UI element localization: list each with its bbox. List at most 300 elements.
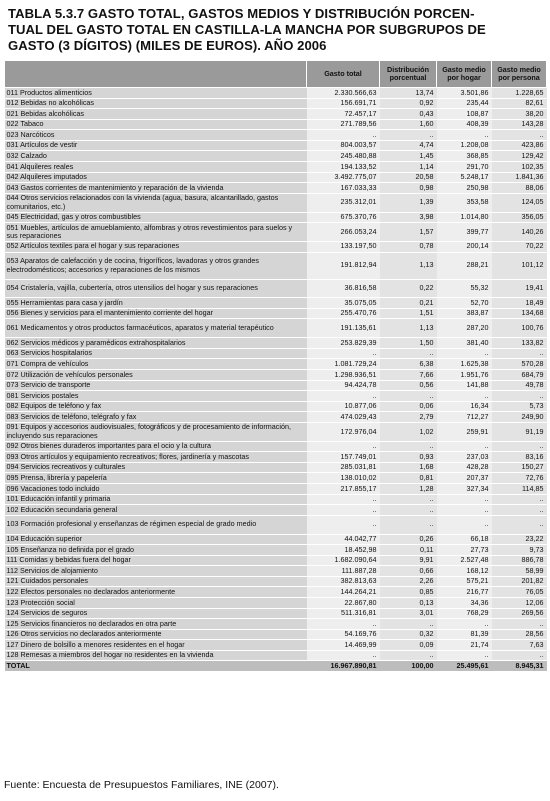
cell-distribucion: 1,45 (380, 151, 437, 162)
cell-gasto-total: 36.816,58 (307, 279, 380, 298)
cell-distribucion: 0,13 (380, 598, 437, 609)
row-label: 022 Tabaco (5, 119, 307, 130)
row-label: TOTAL (5, 661, 307, 672)
cell-gasto-medio-persona: 124,05 (492, 193, 547, 212)
cell-distribucion: 1,39 (380, 193, 437, 212)
cell-gasto-medio-hogar: 250,98 (437, 183, 492, 194)
table-row (5, 252, 547, 279)
row-label: 021 Bebidas alcohólicas (5, 109, 307, 120)
cell-gasto-total: 72.457,17 (307, 109, 380, 120)
cell-gasto-medio-hogar: 141,88 (437, 380, 492, 391)
cell-gasto-total: .. (307, 348, 380, 359)
header-gasto-total: Gasto total (307, 61, 380, 88)
cell-gasto-total: 511.316,81 (307, 608, 380, 619)
cell-gasto-total: 285.031,81 (307, 462, 380, 473)
table-row (5, 193, 547, 212)
cell-distribucion: 0,22 (380, 279, 437, 298)
table-row (5, 319, 547, 338)
cell-distribucion: 1,68 (380, 462, 437, 473)
cell-distribucion: 3,01 (380, 608, 437, 619)
cell-gasto-medio-persona: .. (492, 515, 547, 534)
row-label: 123 Protección social (5, 598, 307, 609)
cell-gasto-medio-hogar: 383,87 (437, 308, 492, 319)
table-row (5, 650, 547, 661)
cell-gasto-medio-persona: 143,28 (492, 119, 547, 130)
cell-gasto-total: 191.812,94 (307, 252, 380, 279)
table-row (5, 515, 547, 534)
table-row (5, 629, 547, 640)
cell-distribucion: 0,98 (380, 183, 437, 194)
header-gasto-medio-hogar: Gasto medio por hogar (437, 61, 492, 88)
cell-gasto-medio-persona: .. (492, 130, 547, 141)
cell-gasto-medio-hogar: 16,34 (437, 401, 492, 412)
cell-gasto-total: 382.813,63 (307, 576, 380, 587)
table-row (5, 308, 547, 319)
cell-distribucion: 100,00 (380, 661, 437, 672)
cell-gasto-medio-hogar: 52,70 (437, 298, 492, 309)
cell-gasto-medio-persona: 423,86 (492, 140, 547, 151)
table-row (5, 391, 547, 402)
cell-gasto-medio-hogar: 5.248,17 (437, 172, 492, 183)
cell-gasto-medio-hogar: 66,18 (437, 534, 492, 545)
table-row (5, 401, 547, 412)
cell-distribucion: 1,60 (380, 119, 437, 130)
row-label: 072 Utilización de vehículos personales (5, 370, 307, 381)
cell-gasto-medio-hogar: 168,12 (437, 566, 492, 577)
cell-gasto-total: 16.967.890,81 (307, 661, 380, 672)
table-row (5, 223, 547, 242)
cell-distribucion: .. (380, 348, 437, 359)
cell-distribucion: 1,57 (380, 223, 437, 242)
title-line-2: TUAL DEL GASTO TOTAL EN CASTILLA-LA MANCHA POR SUBGRUPOS DE (8, 22, 486, 37)
cell-distribucion: .. (380, 650, 437, 661)
cell-distribucion: .. (380, 130, 437, 141)
cell-distribucion: 1,02 (380, 422, 437, 441)
cell-gasto-total: 1.682.090,64 (307, 555, 380, 566)
cell-gasto-medio-hogar: 237,03 (437, 452, 492, 463)
cell-gasto-total: .. (307, 505, 380, 516)
cell-distribucion: 1,28 (380, 484, 437, 495)
table-row (5, 183, 547, 194)
row-label: 103 Formación profesional y enseñanzas de régimen especial de grado medio (5, 515, 307, 534)
cell-gasto-medio-persona: 88,06 (492, 183, 547, 194)
cell-distribucion: .. (380, 505, 437, 516)
cell-gasto-medio-hogar: 81,39 (437, 629, 492, 640)
row-label: 023 Narcóticos (5, 130, 307, 141)
cell-gasto-medio-hogar: 768,29 (437, 608, 492, 619)
cell-gasto-total: 271.789,56 (307, 119, 380, 130)
title-line-3: GASTO (3 DÍGITOS) (MILES DE EUROS). AÑO 2006 (8, 38, 327, 53)
table-row (5, 98, 547, 109)
cell-gasto-medio-hogar: 287,20 (437, 319, 492, 338)
table-row (5, 462, 547, 473)
cell-gasto-medio-persona: 140,26 (492, 223, 547, 242)
row-label: 125 Servicios financieros no declarados en otra parte (5, 619, 307, 630)
table-row (5, 359, 547, 370)
row-label: 045 Electricidad, gas y otros combustibles (5, 212, 307, 223)
cell-gasto-medio-persona: .. (492, 391, 547, 402)
table-row (5, 576, 547, 587)
cell-distribucion: .. (380, 619, 437, 630)
cell-distribucion: 0,43 (380, 109, 437, 120)
cell-gasto-medio-hogar: 368,85 (437, 151, 492, 162)
row-label: 043 Gastos corrientes de mantenimiento y reparación de la vivienda (5, 183, 307, 194)
cell-gasto-medio-persona: .. (492, 619, 547, 630)
row-label: 095 Prensa, librería y papelería (5, 473, 307, 484)
cell-gasto-medio-persona: 150,27 (492, 462, 547, 473)
row-label: 044 Otros servicios relacionados con la vivienda (agua, basura, alcantarillado, gastos comunitarios, etc.) (5, 193, 307, 212)
row-label: 052 Artículos textiles para el hogar y sus reparaciones (5, 241, 307, 252)
cell-gasto-medio-persona: 1.228,65 (492, 88, 547, 99)
cell-distribucion: 0,11 (380, 545, 437, 556)
cell-gasto-total: 1.298.936,51 (307, 370, 380, 381)
table-header (5, 61, 547, 88)
cell-distribucion: 1,13 (380, 252, 437, 279)
cell-gasto-medio-persona: 5,73 (492, 401, 547, 412)
cell-gasto-medio-hogar: 200,14 (437, 241, 492, 252)
table-row (5, 370, 547, 381)
cell-gasto-medio-persona: 269,56 (492, 608, 547, 619)
cell-gasto-total: 3.492.775,07 (307, 172, 380, 183)
cell-gasto-medio-hogar: 34,36 (437, 598, 492, 609)
table-row (5, 598, 547, 609)
cell-gasto-medio-hogar: 1.951,76 (437, 370, 492, 381)
cell-distribucion: 0,09 (380, 640, 437, 651)
row-label: 032 Calzado (5, 151, 307, 162)
table-row (5, 555, 547, 566)
table-row (5, 279, 547, 298)
cell-gasto-medio-persona: 23,22 (492, 534, 547, 545)
cell-gasto-total: 191.135,61 (307, 319, 380, 338)
cell-gasto-medio-hogar: 1.208,08 (437, 140, 492, 151)
cell-gasto-total: 474.029,43 (307, 412, 380, 423)
cell-gasto-total: 675.370,76 (307, 212, 380, 223)
cell-gasto-medio-persona: 38,20 (492, 109, 547, 120)
cell-gasto-total: 94.424,78 (307, 380, 380, 391)
cell-distribucion: .. (380, 391, 437, 402)
table-row (5, 619, 547, 630)
cell-gasto-medio-hogar: 259,91 (437, 422, 492, 441)
table-row (5, 608, 547, 619)
cell-gasto-total: .. (307, 515, 380, 534)
row-label: 054 Cristalería, vajilla, cubertería, otros utensilios del hogar y sus reparaciones (5, 279, 307, 298)
cell-gasto-medio-persona: 70,22 (492, 241, 547, 252)
row-label: 055 Herramientas para casa y jardín (5, 298, 307, 309)
row-label: 101 Educación infantil y primaria (5, 494, 307, 505)
cell-gasto-medio-hogar: .. (437, 391, 492, 402)
cell-gasto-medio-persona: 886,78 (492, 555, 547, 566)
cell-distribucion: 9,91 (380, 555, 437, 566)
header-distribucion: Distribución porcentual (380, 61, 437, 88)
cell-gasto-medio-persona: 133,82 (492, 338, 547, 349)
table-row (5, 545, 547, 556)
cell-distribucion: .. (380, 515, 437, 534)
row-label: 011 Productos alimenticios (5, 88, 307, 99)
header-category (5, 61, 307, 88)
cell-gasto-total: 167.033,33 (307, 183, 380, 194)
row-label: 126 Otros servicios no declarados anteriormente (5, 629, 307, 640)
cell-distribucion: 0,21 (380, 298, 437, 309)
cell-gasto-medio-hogar: .. (437, 494, 492, 505)
cell-gasto-medio-persona: 18,49 (492, 298, 547, 309)
table-row (5, 452, 547, 463)
cell-gasto-medio-hogar: 399,77 (437, 223, 492, 242)
row-label: 041 Alquileres reales (5, 162, 307, 173)
table-row (5, 88, 547, 99)
cell-gasto-medio-hogar: .. (437, 619, 492, 630)
row-label: 102 Educación secundaria general (5, 505, 307, 516)
row-label: 112 Servicios de alojamiento (5, 566, 307, 577)
cell-gasto-medio-persona: 28,56 (492, 629, 547, 640)
table-row (5, 494, 547, 505)
cell-gasto-total: 35.075,05 (307, 298, 380, 309)
cell-distribucion: 3,98 (380, 212, 437, 223)
cell-gasto-medio-hogar: 108,87 (437, 109, 492, 120)
cell-distribucion: 1,51 (380, 308, 437, 319)
cell-distribucion: .. (380, 441, 437, 452)
cell-gasto-total: 194.133,52 (307, 162, 380, 173)
cell-gasto-medio-hogar: 428,28 (437, 462, 492, 473)
table-row (5, 566, 547, 577)
cell-gasto-total: .. (307, 130, 380, 141)
row-label: 093 Otros artículos y equipamiento recreativos; flores, jardinería y mascotas (5, 452, 307, 463)
table-title (8, 6, 544, 54)
cell-gasto-medio-persona: 114,85 (492, 484, 547, 495)
row-label: 094 Servicios recreativos y culturales (5, 462, 307, 473)
cell-distribucion: 2,79 (380, 412, 437, 423)
cell-distribucion: 4,74 (380, 140, 437, 151)
cell-gasto-total: 255.470,76 (307, 308, 380, 319)
cell-gasto-total: 10.877,06 (307, 401, 380, 412)
cell-distribucion: 13,74 (380, 88, 437, 99)
cell-gasto-medio-hogar: 712,27 (437, 412, 492, 423)
cell-gasto-total: 266.053,24 (307, 223, 380, 242)
row-label: 073 Servicio de transporte (5, 380, 307, 391)
cell-gasto-medio-persona: 8.945,31 (492, 661, 547, 672)
cell-gasto-medio-persona: 7,63 (492, 640, 547, 651)
cell-gasto-medio-persona: 83,16 (492, 452, 547, 463)
cell-gasto-total: 14.469,99 (307, 640, 380, 651)
row-label: 071 Compra de vehículos (5, 359, 307, 370)
row-label: 122 Efectos personales no declarados anteriormente (5, 587, 307, 598)
cell-gasto-medio-persona: 101,12 (492, 252, 547, 279)
cell-gasto-total: 44.042,77 (307, 534, 380, 545)
cell-gasto-total: .. (307, 441, 380, 452)
table-row (5, 130, 547, 141)
cell-gasto-medio-hogar: 2.527,48 (437, 555, 492, 566)
table-row (5, 119, 547, 130)
cell-gasto-total: 22.867,80 (307, 598, 380, 609)
cell-gasto-medio-hogar: 235,44 (437, 98, 492, 109)
row-label: 031 Artículos de vestir (5, 140, 307, 151)
cell-gasto-total: 138.010,02 (307, 473, 380, 484)
cell-gasto-medio-hogar: 25.495,61 (437, 661, 492, 672)
cell-gasto-medio-hogar: 291,70 (437, 162, 492, 173)
cell-gasto-medio-hogar: 575,21 (437, 576, 492, 587)
row-label: 051 Muebles, artículos de amueblamiento, alfombras y otros revestimientos para suelos y sus reparaciones (5, 223, 307, 242)
row-label: 111 Comidas y bebidas fuera del hogar (5, 555, 307, 566)
source-note: Fuente: Encuesta de Presupuestos Familiares, INE (2007). (4, 779, 279, 791)
row-label: 104 Educación superior (5, 534, 307, 545)
cell-gasto-medio-persona: 58,99 (492, 566, 547, 577)
table-row (5, 140, 547, 151)
cell-gasto-total: 111.887,28 (307, 566, 380, 577)
table-row (5, 338, 547, 349)
row-label: 062 Servicios médicos y paramédicos extrahospitalarios (5, 338, 307, 349)
cell-distribucion: 6,38 (380, 359, 437, 370)
cell-gasto-medio-hogar: 21,74 (437, 640, 492, 651)
cell-gasto-medio-persona: 49,78 (492, 380, 547, 391)
cell-gasto-total: 804.003,57 (307, 140, 380, 151)
table-row (5, 422, 547, 441)
row-label: 082 Equipos de teléfono y fax (5, 401, 307, 412)
cell-gasto-medio-persona: 19,41 (492, 279, 547, 298)
cell-distribucion: 7,66 (380, 370, 437, 381)
cell-gasto-total: 235.312,01 (307, 193, 380, 212)
cell-gasto-medio-persona: 72,76 (492, 473, 547, 484)
cell-distribucion: 0,93 (380, 452, 437, 463)
cell-gasto-total: 245.480,88 (307, 151, 380, 162)
table-row (5, 587, 547, 598)
cell-gasto-medio-persona: .. (492, 494, 547, 505)
table-row (5, 473, 547, 484)
cell-gasto-medio-hogar: 1.625,38 (437, 359, 492, 370)
cell-gasto-medio-hogar: .. (437, 130, 492, 141)
row-label: 092 Otros bienes duraderos importantes para el ocio y la cultura (5, 441, 307, 452)
row-label: 081 Servicios postales (5, 391, 307, 402)
table-row (5, 212, 547, 223)
cell-gasto-total: 2.330.566,63 (307, 88, 380, 99)
cell-distribucion: 1,50 (380, 338, 437, 349)
table-row (5, 151, 547, 162)
cell-distribucion: .. (380, 494, 437, 505)
table-row (5, 241, 547, 252)
cell-gasto-total: 157.749,01 (307, 452, 380, 463)
cell-gasto-medio-hogar: 327,34 (437, 484, 492, 495)
cell-gasto-medio-persona: 356,05 (492, 212, 547, 223)
cell-distribucion: 0,85 (380, 587, 437, 598)
cell-gasto-medio-persona: 12,06 (492, 598, 547, 609)
table-row (5, 412, 547, 423)
cell-gasto-total: 253.829,39 (307, 338, 380, 349)
row-label: 124 Servicios de seguros (5, 608, 307, 619)
cell-distribucion: 2,26 (380, 576, 437, 587)
cell-distribucion: 0,06 (380, 401, 437, 412)
cell-gasto-total: 1.081.729,24 (307, 359, 380, 370)
cell-gasto-medio-persona: 100,76 (492, 319, 547, 338)
cell-gasto-total: 133.197,50 (307, 241, 380, 252)
row-label: 053 Aparatos de calefacción y de cocina, frigoríficos, lavadoras y otros grandes electrodomésticos; accesorios y reparaciones de los mismos (5, 252, 307, 279)
cell-gasto-medio-hogar: .. (437, 348, 492, 359)
cell-gasto-medio-persona: .. (492, 505, 547, 516)
row-label: 096 Vacaciones todo incluido (5, 484, 307, 495)
cell-gasto-medio-persona: 76,05 (492, 587, 547, 598)
cell-gasto-medio-hogar: .. (437, 505, 492, 516)
cell-gasto-medio-hogar: 55,32 (437, 279, 492, 298)
cell-distribucion: 0,92 (380, 98, 437, 109)
cell-distribucion: 1,13 (380, 319, 437, 338)
expenditure-table (4, 60, 547, 672)
cell-gasto-medio-hogar: 3.501,86 (437, 88, 492, 99)
row-label: 061 Medicamentos y otros productos farmacéuticos, aparatos y material terapéutico (5, 319, 307, 338)
row-label: 121 Cuidados personales (5, 576, 307, 587)
cell-distribucion: 0,26 (380, 534, 437, 545)
cell-distribucion: 0,32 (380, 629, 437, 640)
cell-gasto-total: 54.169,76 (307, 629, 380, 640)
table-row (5, 109, 547, 120)
cell-distribucion: 0,56 (380, 380, 437, 391)
cell-gasto-medio-hogar: 216,77 (437, 587, 492, 598)
table-row (5, 484, 547, 495)
table-body (5, 88, 547, 672)
total-row (5, 661, 547, 672)
table-row (5, 162, 547, 173)
cell-gasto-medio-persona: .. (492, 650, 547, 661)
cell-gasto-total: 156.691,71 (307, 98, 380, 109)
cell-gasto-medio-persona: 102,35 (492, 162, 547, 173)
cell-gasto-total: .. (307, 494, 380, 505)
cell-gasto-medio-persona: 134,68 (492, 308, 547, 319)
cell-gasto-medio-persona: 201,82 (492, 576, 547, 587)
row-label: 105 Enseñanza no definida por el grado (5, 545, 307, 556)
cell-gasto-medio-hogar: .. (437, 650, 492, 661)
table-row (5, 640, 547, 651)
cell-gasto-total: .. (307, 619, 380, 630)
cell-gasto-medio-hogar: 288,21 (437, 252, 492, 279)
cell-gasto-medio-persona: 129,42 (492, 151, 547, 162)
table-row (5, 298, 547, 309)
cell-gasto-medio-hogar: 207,37 (437, 473, 492, 484)
row-label: 127 Dinero de bolsillo a menores residentes en el hogar (5, 640, 307, 651)
cell-gasto-medio-persona: 570,28 (492, 359, 547, 370)
table-row (5, 348, 547, 359)
cell-gasto-medio-hogar: 408,39 (437, 119, 492, 130)
row-label: 042 Alquileres imputados (5, 172, 307, 183)
row-label: 063 Servicios hospitalarios (5, 348, 307, 359)
cell-distribucion: 0,78 (380, 241, 437, 252)
cell-gasto-medio-hogar: .. (437, 441, 492, 452)
cell-gasto-medio-persona: 249,90 (492, 412, 547, 423)
cell-gasto-medio-persona: 1.841,36 (492, 172, 547, 183)
row-label: 056 Bienes y servicios para el mantenimiento corriente del hogar (5, 308, 307, 319)
cell-gasto-medio-persona: 684,79 (492, 370, 547, 381)
title-line-1: TABLA 5.3.7 GASTO TOTAL, GASTOS MEDIOS Y DISTRIBUCIÓN PORCEN- (8, 6, 475, 21)
table-row (5, 534, 547, 545)
table-row (5, 380, 547, 391)
cell-gasto-total: 172.976,04 (307, 422, 380, 441)
cell-distribucion: 20,58 (380, 172, 437, 183)
row-label: 128 Remesas a miembros del hogar no residentes en la vivienda (5, 650, 307, 661)
cell-gasto-medio-hogar: .. (437, 515, 492, 534)
cell-gasto-total: .. (307, 650, 380, 661)
cell-gasto-medio-persona: .. (492, 348, 547, 359)
cell-distribucion: 0,81 (380, 473, 437, 484)
row-label: 083 Servicios de teléfono, telégrafo y fax (5, 412, 307, 423)
table-row (5, 172, 547, 183)
table-row (5, 505, 547, 516)
row-label: 091 Equipos y accesorios audiovisuales, fotográficos y de procesamiento de información, incluyendo sus reparaciones (5, 422, 307, 441)
cell-gasto-medio-hogar: 27,73 (437, 545, 492, 556)
cell-distribucion: 0,66 (380, 566, 437, 577)
cell-gasto-medio-hogar: 1.014,80 (437, 212, 492, 223)
cell-gasto-total: 18.452,98 (307, 545, 380, 556)
table-row (5, 441, 547, 452)
cell-gasto-medio-hogar: 381,40 (437, 338, 492, 349)
cell-gasto-medio-persona: 9,73 (492, 545, 547, 556)
cell-gasto-medio-persona: .. (492, 441, 547, 452)
cell-distribucion: 1,14 (380, 162, 437, 173)
cell-gasto-medio-persona: 91,19 (492, 422, 547, 441)
